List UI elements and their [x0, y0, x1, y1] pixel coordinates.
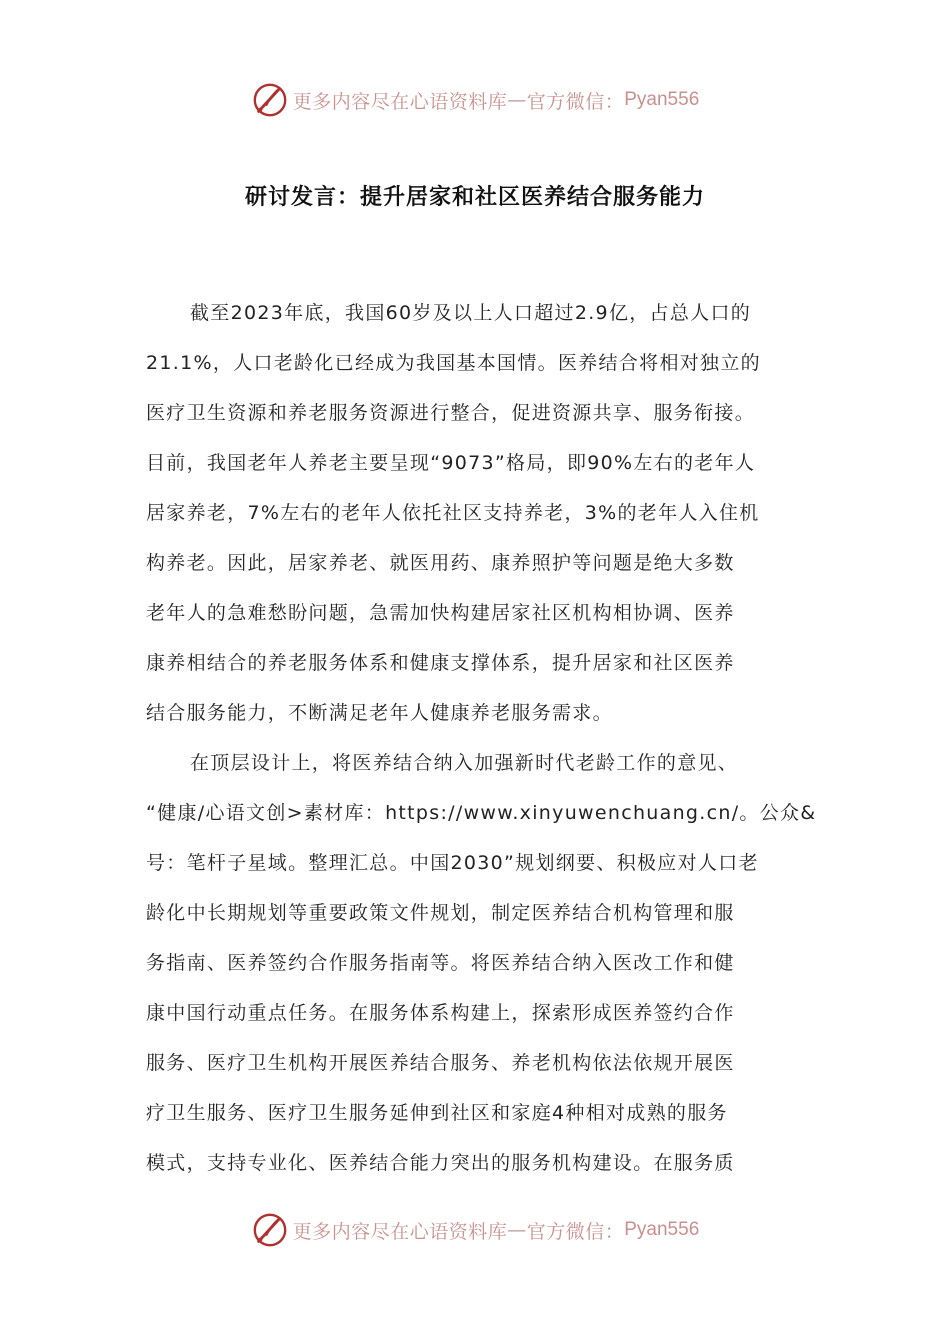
- text-line: 模式，支持专业化、医养结合能力突出的服务机构建设。在服务质: [146, 1152, 735, 1174]
- document-body: [146, 288, 817, 1188]
- quill-logo-icon: [251, 81, 289, 119]
- watermark-site-text: 更多内容尽在心语资料库: [292, 1220, 508, 1243]
- text-line: 龄化中长期规划等重要政策文件规划，制定医养结合机构管理和服: [146, 902, 735, 924]
- text-line: 目前，我国老年人养老主要呈现“9073”格局，即90%左右的老年人: [146, 452, 756, 474]
- text-line: 服务、医疗卫生机构开展医养结合服务、养老机构依法依规开展医: [146, 1052, 735, 1074]
- watermark-site-text: 更多内容尽在心语资料库: [292, 90, 508, 113]
- text-line: 疗卫生服务、医疗卫生服务延伸到社区和家庭4种相对成熟的服务: [146, 1102, 728, 1124]
- text-line: 21.1%，人口老龄化已经成为我国基本国情。医养结合将相对独立的: [146, 352, 761, 374]
- text-line: 构养老。因此，居家养老、就医用药、康养照护等问题是绝大多数: [146, 552, 735, 574]
- text-line: 康养相结合的养老服务体系和健康支撑体系，提升居家和社区医养: [146, 652, 735, 674]
- watermark-separator: —: [507, 1219, 527, 1241]
- header-watermark: [0, 78, 950, 122]
- text-line: 康中国行动重点任务。在服务体系构建上，探索形成医养签约合作: [146, 1002, 735, 1024]
- text-line: 号：笔杆子星域。整理汇总。中国2030”规划纲要、积极应对人口老: [146, 852, 759, 874]
- text-line: 老年人的急难愁盼问题，急需加快构建居家社区机构相协调、医养: [146, 602, 735, 624]
- text-line: 务指南、医养签约合作服务指南等。将医养结合纳入医改工作和健: [146, 952, 735, 974]
- watermark-wechat-id: Pyan556: [624, 89, 700, 110]
- text-line: 在顶层设计上，将医养结合纳入加强新时代老龄工作的意见、: [190, 752, 739, 774]
- text-line: 截至2023年底，我国60岁及以上人口超过2.9亿，占总人口的: [190, 302, 752, 324]
- watermark-wechat-label: 官方微信：: [526, 90, 625, 113]
- document-title: 研讨发言：提升居家和社区医养结合服务能力: [244, 185, 705, 210]
- text-line: 结合服务能力，不断满足老年人健康养老服务需求。: [146, 702, 613, 724]
- text-line: “健康/心语文创>素材库：https://www.xinyuwenchuang.cn/。公众&: [146, 802, 817, 824]
- watermark-separator: —: [507, 89, 527, 111]
- quill-logo-icon: [251, 1211, 289, 1249]
- watermark-wechat-id: Pyan556: [624, 1219, 700, 1240]
- text-line: 医疗卫生资源和养老服务资源进行整合，促进资源共享、服务衔接。: [146, 402, 756, 424]
- watermark-wechat-label: 官方微信：: [526, 1220, 625, 1243]
- footer-watermark: [0, 1208, 950, 1252]
- text-line: 居家养老，7%左右的老年人依托社区支持养老，3%的老年人入住机: [146, 502, 760, 524]
